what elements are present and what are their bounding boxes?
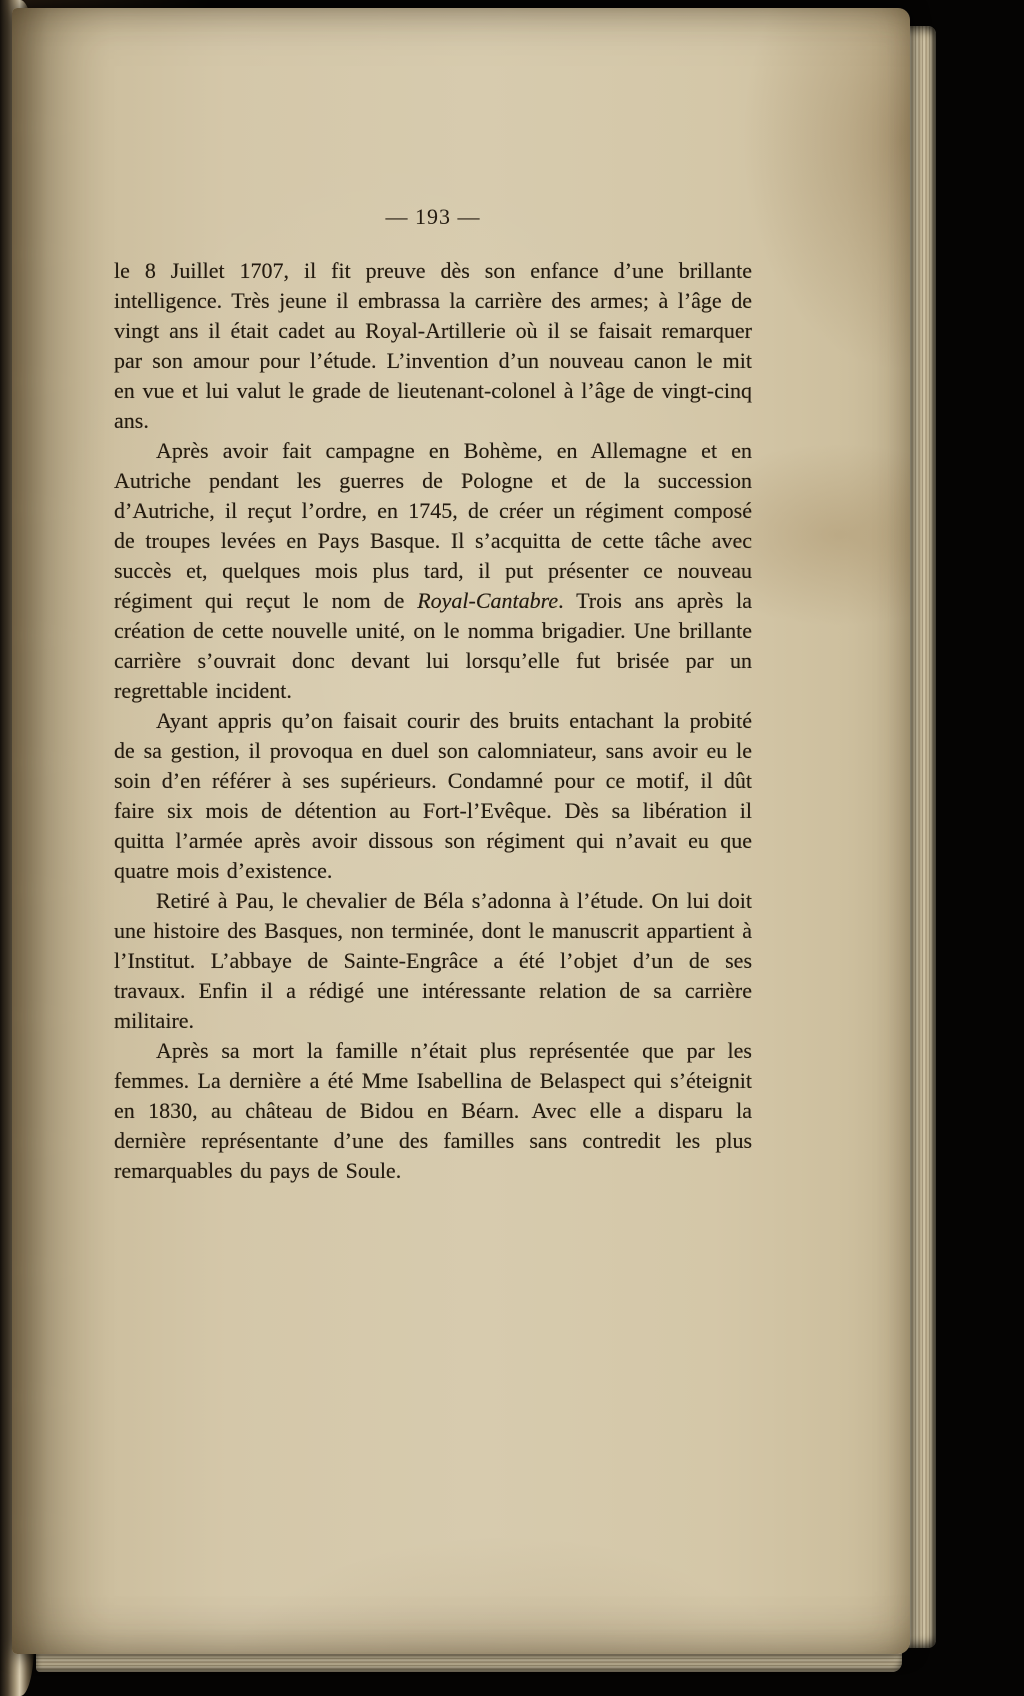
page-text-block	[114, 256, 752, 1186]
paragraph-3: Ayant appris qu’on faisait courir des bruits entachant la probité de sa gestion, il provoqua en duel son calomniateur, sans avoir eu le soin d’en référer à ses supérieurs. Condamné pour ce motif, il dût faire six mois de détention au Fort-l’Evêque. Dès sa libération il quitta l’armée après avoir dissous son régiment qui n’avait eu que quatre mois d’existence.	[114, 708, 752, 883]
paragraph-2-regiment-name: Royal-Cantabre	[417, 588, 559, 613]
paragraph-2-text-b: . Trois ans après la création de cette nouvelle unité, on le nomma brigadier. Une brillante carrière s’ouvrait donc devant lui lorsqu’elle fut brisée par un regrettable incident.	[114, 588, 753, 703]
page-number: — 193 —	[385, 204, 481, 229]
paragraph-4: Retiré à Pau, le chevalier de Béla s’adonna à l’étude. On lui doit une histoire des Basques, non terminée, dont le manuscrit appartient à l’Institut. L’abbaye de Sainte-Engrâce a été l’objet d’un de ses travaux. Enfin il a rédigé une intéressante relation de sa carrière militaire.	[114, 888, 752, 1033]
paragraph-5: Après sa mort la famille n’était plus représentée que par les femmes. La dernière a été Mme Isabellina de Belaspect qui s’éteignit en 1830, au château de Bidou en Béarn. Avec elle a disparu la dernière représentante d’une des familles sans contredit les plus remarquables du pays de Soule.	[114, 1038, 752, 1183]
book-page	[12, 8, 910, 1654]
page-stack-bottom-edge	[36, 1652, 902, 1672]
paragraph-2	[114, 436, 752, 706]
paragraph-1: le 8 Juillet 1707, il fit preuve dès son enfance d’une brillante intelligence. Très jeune il embrassa la carrière des armes; à l’âge de vingt ans il était cadet au Royal-Artillerie où il se faisait remarquer par son amour pour l’étude. L’invention d’un nouveau canon le mit en vue et lui valut le grade de lieutenant-colonel à l’âge de vingt-cinq ans.	[114, 258, 752, 433]
paragraph-2-text-a: Après avoir fait campagne en Bohème, en Allemagne et en Autriche pendant les guerres de Pologne et de la succession d’Autriche, il reçut l’ordre, en 1745, de créer un régiment composé de troupes levées en Pays Basque. Il s’acquitta de cette tâche avec succès et, quelques mois plus tard, il put présenter ce nouveau régiment qui reçut le nom de	[114, 438, 752, 613]
